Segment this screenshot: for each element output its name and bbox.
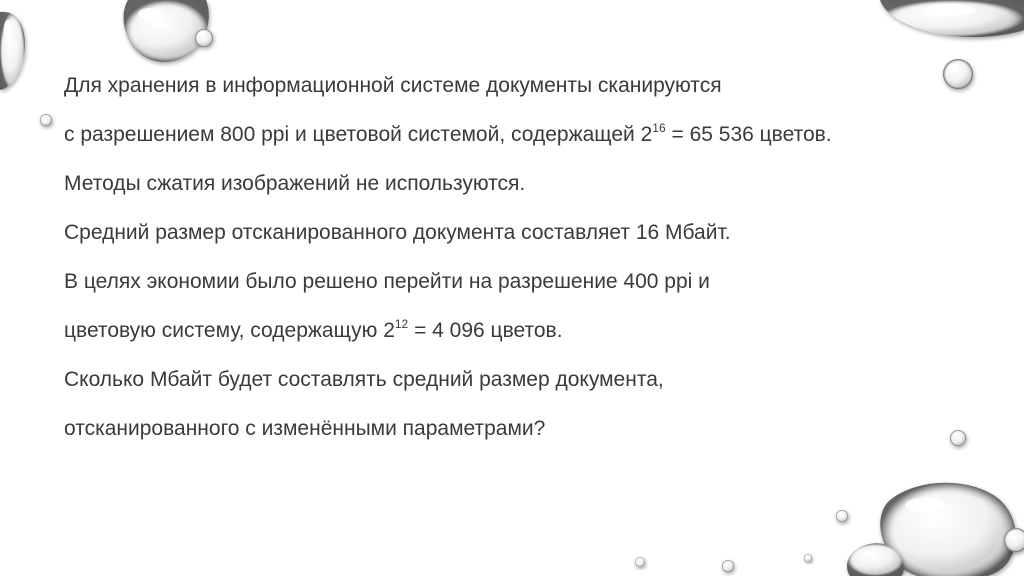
- water-drop: [804, 554, 812, 562]
- text-segment: с разрешением 800 ppi и цветовой системой, содержащей 2: [64, 123, 653, 146]
- text-line: Средний размер отсканированного документа составляет 16 Мбайт.: [64, 221, 731, 244]
- text-line: Сколько Мбайт будет составлять средний размер документа,: [64, 368, 664, 391]
- problem-text: [64, 74, 1004, 441]
- water-drop: [40, 114, 52, 126]
- exponent: 12: [394, 317, 409, 331]
- water-drop: [124, 0, 209, 62]
- exponent: 16: [652, 121, 666, 135]
- text-line: Для хранения в информационной системе документы сканируются: [64, 74, 722, 97]
- text-segment: = 4 096 цветов.: [408, 319, 563, 342]
- water-drop: [0, 12, 25, 90]
- text-line: Методы сжатия изображений не используются.: [64, 172, 526, 195]
- water-drop: [836, 510, 848, 522]
- text-line: [64, 123, 1004, 147]
- text-line: отсканированного с изменёнными параметрами?: [64, 417, 546, 440]
- water-drop: [722, 560, 734, 572]
- water-drop: [195, 29, 213, 47]
- text-line: В целях экономии было решено перейти на разрешение 400 ppi и: [64, 270, 710, 293]
- text-line: [64, 319, 1004, 343]
- text-segment: цветовую систему, содержащую 2: [64, 319, 395, 342]
- text-segment: = 65 536 цветов.: [665, 123, 832, 146]
- water-drop: [635, 557, 645, 567]
- water-drop: [880, 0, 1024, 37]
